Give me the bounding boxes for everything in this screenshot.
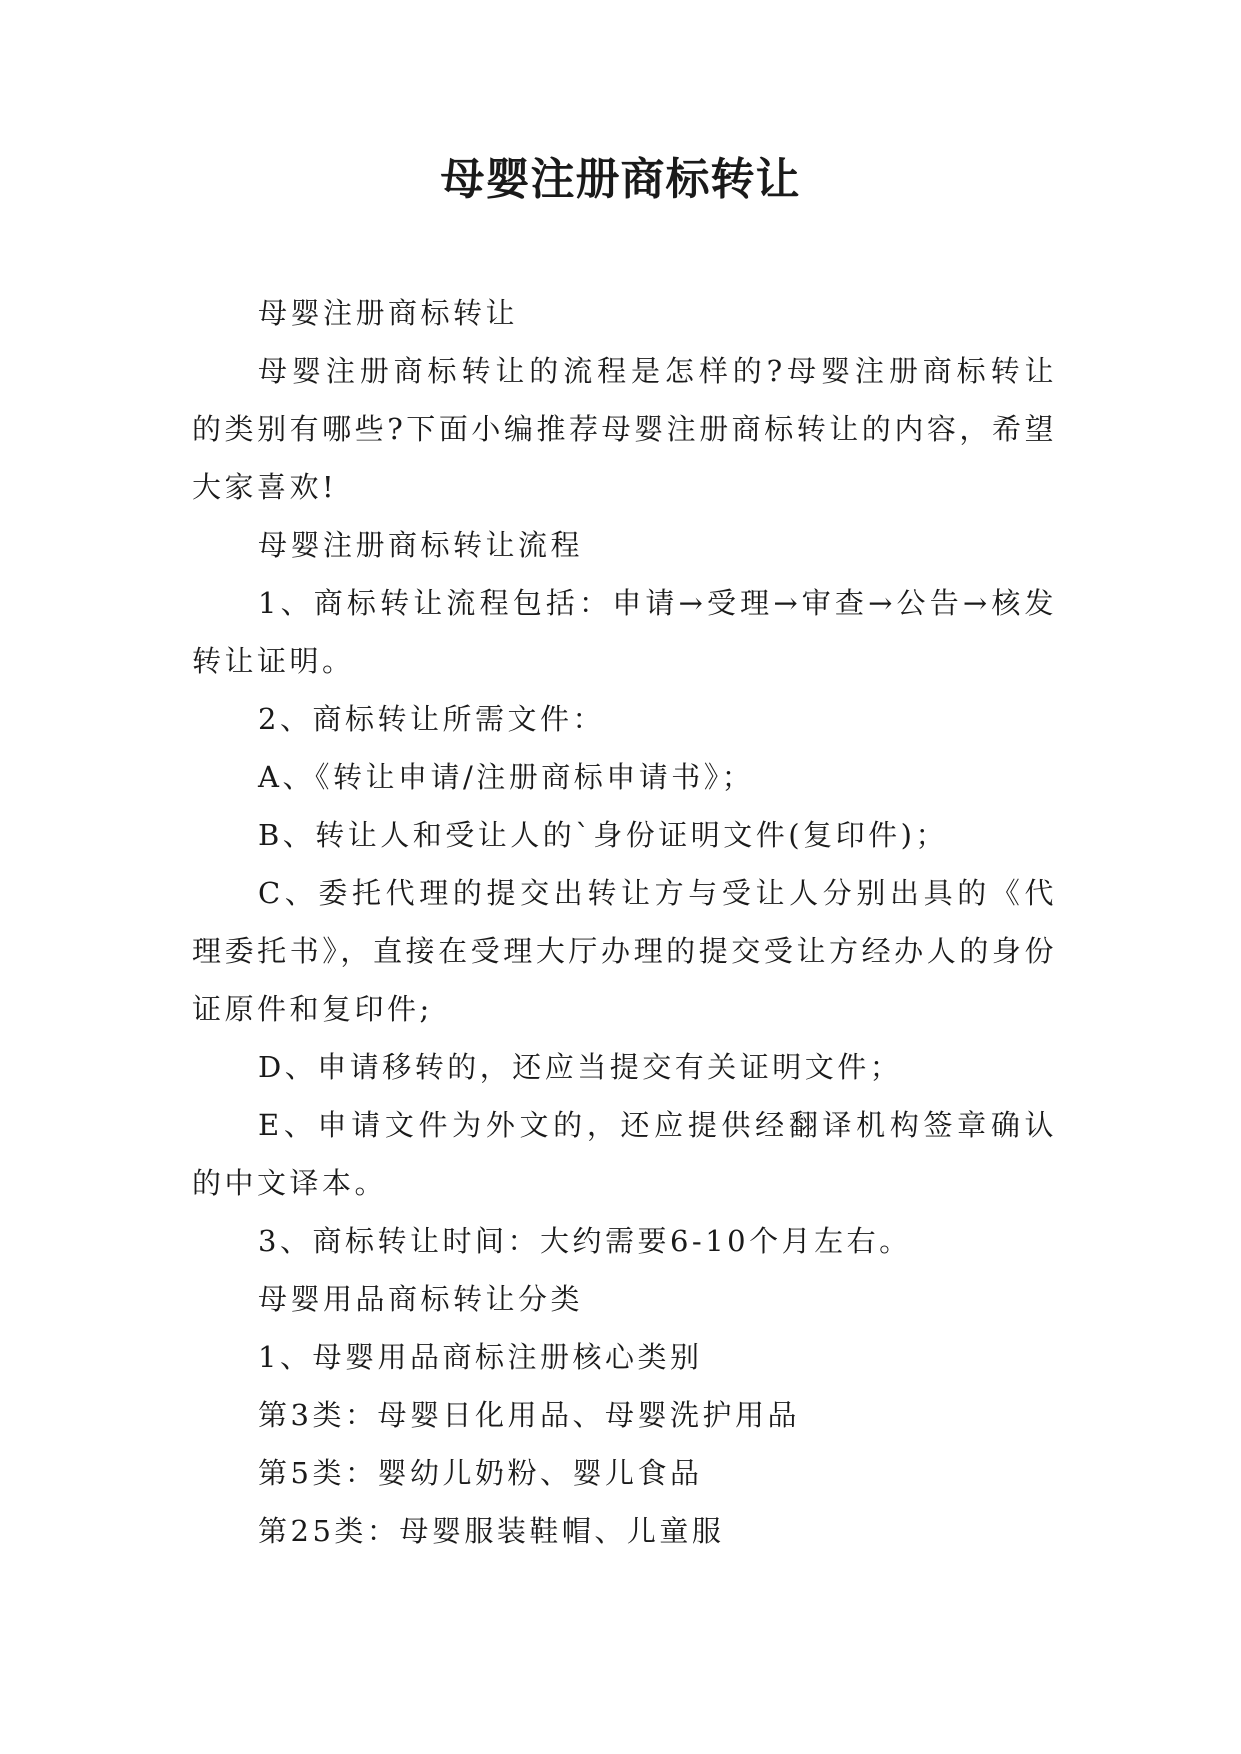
document-body [192, 284, 1057, 1560]
paragraph-required-files: 2、商标转让所需文件： [258, 702, 605, 736]
document-title: 母婴注册商标转让 [440, 154, 801, 205]
paragraph-process-steps: 1、商标转让流程包括：申请→受理→审查→公告→核发转让证明。 [192, 586, 1057, 678]
paragraph-heading-categories: 母婴用品商标转让分类 [258, 1282, 584, 1316]
paragraph-heading-process: 母婴注册商标转让流程 [258, 528, 584, 562]
paragraph-class-3: 第3类：母婴日化用品、母婴洗护用品 [258, 1398, 800, 1432]
paragraph-file-c: C、委托代理的提交出转让方与受让人分别出具的《代理委托书》，直接在受理大厅办理的提交受让方经办人的身份证原件和复印件; [192, 876, 1057, 1026]
paragraph-duration: 3、商标转让时间：大约需要6-10个月左右。 [258, 1224, 912, 1258]
paragraph-file-e: E、申请文件为外文的，还应提供经翻译机构签章确认的中文译本。 [192, 1108, 1057, 1200]
paragraph-file-a: A、《转让申请/注册商标申请书》； [258, 760, 755, 794]
paragraph-file-b: B、转让人和受让人的`身份证明文件(复印件)； [258, 818, 948, 852]
paragraph-class-25: 第25类：母婴服装鞋帽、儿童服 [258, 1514, 725, 1548]
paragraph-core-categories: 1、母婴用品商标注册核心类别 [258, 1340, 703, 1374]
paragraph-subtitle: 母婴注册商标转让 [258, 296, 519, 330]
paragraph-class-5: 第5类：婴幼儿奶粉、婴儿食品 [258, 1456, 703, 1490]
paragraph-intro: 母婴注册商标转让的流程是怎样的?母婴注册商标转让的类别有哪些?下面小编推荐母婴注册商标转让的内容，希望大家喜欢! [192, 354, 1057, 504]
paragraph-file-d: D、申请移转的，还应当提交有关证明文件； [258, 1050, 903, 1084]
